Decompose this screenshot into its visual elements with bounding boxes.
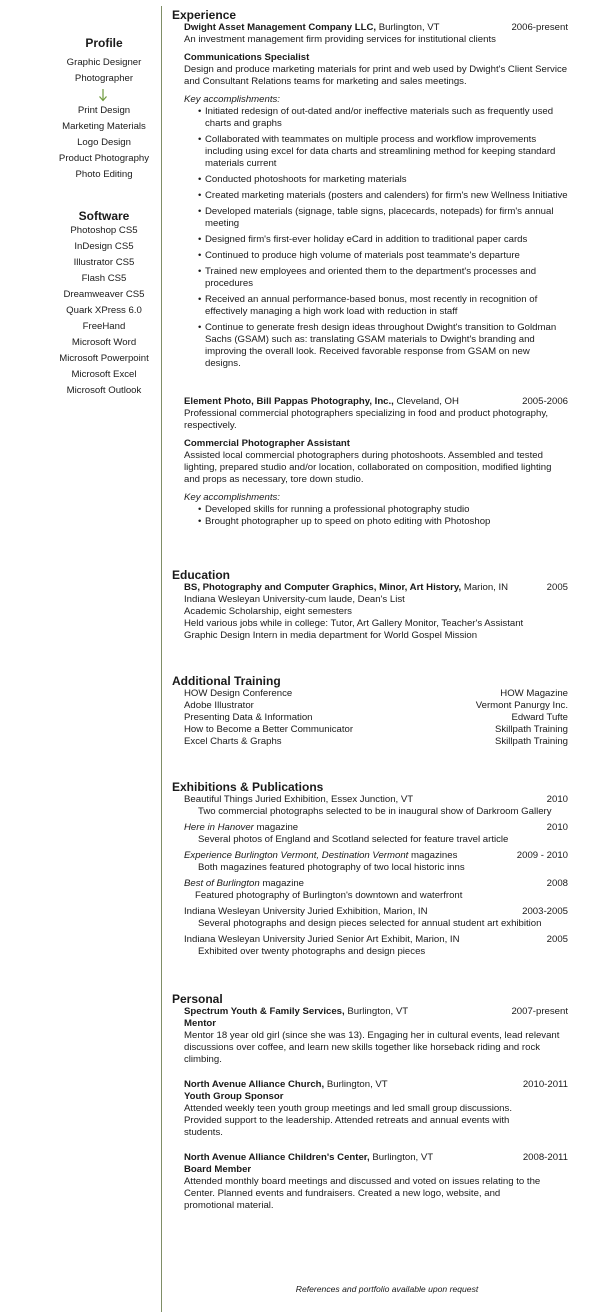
footer-note: References and portfolio available upon request [295, 1284, 479, 1294]
software-item: Illustrator CS5 [73, 257, 135, 268]
accomplishment-item: • Developed materials (signage, table signs, placecards, notepads) for firm's annual meeting [184, 206, 568, 230]
accomplishment-item: • Trained new employees and oriented them to the department's processes and procedures [184, 266, 568, 290]
skill-item: Print Design [77, 105, 131, 116]
exhibition-detail: Both magazines featured photography of two local historic inns [198, 862, 465, 873]
software-item: Quark XPress 6.0 [66, 305, 142, 316]
personal-dates: 2007-present [511, 1006, 568, 1017]
personal-list [184, 1006, 568, 1212]
education-line: Graphic Design Intern in media department for World Gospel Mission [184, 630, 478, 641]
down-arrow-icon [98, 89, 108, 102]
exhibition-title-italic: Best of Burlington [184, 878, 260, 889]
personal-item [184, 1006, 568, 1066]
accomplishment-item: • Continue to generate fresh design ideas throughout Dwight's transition to Goldman Sachs (GSAM) such as: translating GSAM materials to Dwight's branding and improving the overall look. Received favorable response from GSAM on new designs. [184, 322, 568, 370]
exhibitions-list [184, 794, 568, 958]
personal-role: Board Member [184, 1164, 252, 1175]
software-item: Microsoft Outlook [66, 385, 142, 396]
training-course: Adobe Illustrator [184, 700, 254, 711]
exhibition-title: Indiana Wesleyan University Juried Senior Art Exhibit, Marion, IN [184, 934, 460, 945]
training-row [184, 736, 568, 748]
training-provider: Edward Tufte [511, 712, 568, 723]
exhibition-title: magazine [253, 822, 299, 833]
personal-detail: Attended monthly board meetings and discussed and voted on issues relating to the Center. Planned events and fundraisers. Created a new logo, website, and promotional material. [184, 1176, 541, 1211]
exhibition-detail: Several photos of England and Scotland selected for feature travel article [198, 834, 509, 845]
exhibition-title: magazines [408, 850, 458, 861]
personal-detail: Mentor 18 year old girl (since she was 13). Engaging her in cultural events, lead relevant discussions over coffee, and learn new skills together like horseback riding and rock climbing. [184, 1030, 560, 1065]
education-entry [184, 582, 568, 642]
main-content [172, 8, 568, 1212]
education-line: Academic Scholarship, eight semesters [184, 606, 352, 617]
job-entry [184, 22, 568, 370]
exhibition-item [184, 850, 568, 874]
training-row [184, 712, 568, 724]
training-provider: Skillpath Training [494, 724, 568, 735]
software-item: Photoshop CS5 [70, 225, 138, 236]
training-provider: Vermont Panurgy Inc. [475, 700, 568, 711]
accomplishment-item: • Designed firm's first-ever holiday eCard in addition to traditional paper cards [184, 234, 568, 246]
personal-item [184, 1152, 568, 1212]
skill-item: Marketing Materials [62, 121, 146, 132]
job-description: An investment management firm providing services for institutional clients [184, 34, 496, 45]
accomplishments-list [184, 106, 568, 370]
job-description: Professional commercial photographers specializing in food and product photography, respectively. [184, 408, 549, 431]
job-title: Commercial Photographer Assistant [184, 438, 350, 449]
sidebar [46, 36, 162, 399]
education-heading: Education [172, 568, 231, 582]
training-heading: Additional Training [172, 674, 281, 688]
exhibition-title-italic: Experience Burlington Vermont, Destination Vermont [184, 850, 409, 861]
accomplishment-item: • Conducted photoshoots for marketing materials [184, 174, 568, 186]
job-dates: 2005-2006 [522, 396, 568, 407]
personal-item [184, 1079, 568, 1139]
skill-item: Photo Editing [75, 169, 133, 180]
personal-org: North Avenue Alliance Church, [184, 1079, 325, 1090]
exhibition-item [184, 794, 568, 818]
software-item: Flash CS5 [81, 273, 127, 284]
exhibition-detail: Exhibited over twenty photographs and design pieces [198, 946, 426, 957]
exhibition-detail: Featured photography of Burlington's downtown and waterfront [195, 890, 463, 901]
training-course: Presenting Data & Information [184, 712, 313, 723]
exhibition-year: 2009 - 2010 [516, 850, 568, 861]
job-company: Dwight Asset Management Company LLC, [184, 22, 377, 33]
training-row [184, 700, 568, 712]
exhibition-year: 2010 [546, 794, 568, 805]
job-summary: Design and produce marketing materials for print and web used by Dwight's Client Service and Consultant Relations teams for marketing and sales meetings. [184, 64, 568, 87]
accomplishment-item: • Brought photographer up to speed on photo editing with Photoshop [184, 516, 568, 528]
exhibition-year: 2005 [546, 934, 568, 945]
job-location: Burlington, VT [376, 22, 440, 33]
job-dates: 2006-present [511, 22, 568, 33]
personal-heading: Personal [172, 992, 223, 1006]
exhibition-item [184, 906, 568, 930]
accomplishments-label: Key accomplishments: [184, 492, 280, 503]
education-line: Held various jobs while in college: Tutor, Art Gallery Monitor, Teacher's Assistant [184, 618, 524, 629]
job-location: Cleveland, OH [393, 396, 459, 407]
accomplishment-item: • Continued to produce high volume of materials post teammate's departure [184, 250, 568, 262]
accomplishment-item: • Initiated redesign of out-dated and/or ineffective materials such as frequently used charts and graphs [184, 106, 568, 130]
accomplishments-list [184, 504, 568, 528]
exhibition-item [184, 934, 568, 958]
job-entry [184, 396, 568, 528]
personal-org: Spectrum Youth & Family Services, [184, 1006, 345, 1017]
accomplishment-item: • Collaborated with teammates on multiple process and workflow improvements including using excel for data charts and streamlining method for keeping standard materials current [184, 134, 568, 170]
skill-item: Logo Design [77, 137, 131, 148]
exhibitions-heading: Exhibitions & Publications [172, 780, 324, 794]
exhibition-year: 2010 [546, 822, 568, 833]
software-item: FreeHand [82, 321, 126, 332]
software-item: Microsoft Excel [71, 369, 137, 380]
software-item: Dreamweaver CS5 [63, 289, 145, 300]
personal-role: Youth Group Sponsor [184, 1091, 284, 1102]
software-item: InDesign CS5 [74, 241, 134, 252]
training-provider: HOW Magazine [500, 688, 568, 699]
exhibition-title: Beautiful Things Juried Exhibition, Essex Junction, VT [184, 794, 414, 805]
exhibition-item [184, 878, 568, 902]
training-list [184, 688, 568, 748]
training-row [184, 724, 568, 736]
job-title: Communications Specialist [184, 52, 310, 63]
software-item: Microsoft Powerpoint [59, 353, 149, 364]
personal-org: North Avenue Alliance Children's Center, [184, 1152, 370, 1163]
personal-dates: 2010-2011 [522, 1079, 568, 1090]
personal-dates: 2008-2011 [522, 1152, 568, 1163]
training-row [184, 688, 568, 700]
degree: BS, Photography and Computer Graphics, Minor, Art History, [184, 582, 462, 593]
exhibition-title: magazine [259, 878, 304, 889]
exhibition-item [184, 822, 568, 846]
job-company: Element Photo, Bill Pappas Photography, Inc., [184, 396, 394, 407]
software-item: Microsoft Word [71, 337, 137, 348]
education-line: Indiana Wesleyan University-cum laude, Dean's List [184, 594, 405, 605]
profile-item: Photographer [74, 73, 134, 84]
accomplishments-label: Key accomplishments: [184, 94, 280, 105]
profile-heading: Profile [85, 36, 123, 50]
exhibition-detail: Two commercial photographs selected to be in inaugural show of Darkroom Gallery [198, 806, 552, 817]
accomplishment-item: • Developed skills for running a professional photography studio [184, 504, 568, 516]
skill-item: Product Photography [58, 153, 150, 164]
training-course: How to Become a Better Communicator [184, 724, 354, 735]
profile-item: Graphic Designer [66, 57, 142, 68]
personal-detail: Attended weekly teen youth group meetings and led small group discussions. Provided support to the leadership. Attended retreats and annual events with students. [184, 1103, 512, 1138]
personal-location: Burlington, VT [344, 1006, 409, 1017]
training-provider: Skillpath Training [494, 736, 568, 747]
accomplishment-item: • Received an annual performance-based bonus, most recently in recognition of effectively managing a high work load with reduction in staff [184, 294, 568, 318]
personal-location: Burlington, VT [369, 1152, 434, 1163]
exhibition-title: Indiana Wesleyan University Juried Exhibition, Marion, IN [184, 906, 428, 917]
school-location: Marion, IN [461, 582, 509, 593]
graduation-year: 2005 [546, 582, 568, 593]
accomplishment-item: • Created marketing materials (posters and calenders) for firm's new Wellness Initiative [184, 190, 568, 202]
exhibition-title-italic: Here in Hanover [184, 822, 254, 833]
personal-role: Mentor [184, 1018, 216, 1029]
personal-location: Burlington, VT [324, 1079, 388, 1090]
exhibition-year: 2003-2005 [522, 906, 568, 917]
exhibition-detail: Several photographs and design pieces selected for annual student art exhibition [198, 918, 542, 929]
training-course: HOW Design Conference [184, 688, 293, 699]
exhibition-year: 2008 [546, 878, 568, 889]
training-course: Excel Charts & Graphs [184, 736, 282, 747]
software-heading: Software [78, 209, 130, 223]
experience-heading: Experience [172, 8, 237, 22]
job-summary: Assisted local commercial photographers during photoshoots. Assembled and tested lighting, prepared studio and/or location, collaborated on composition, modified lighting and props as necessary, tore down studio. [184, 450, 552, 485]
